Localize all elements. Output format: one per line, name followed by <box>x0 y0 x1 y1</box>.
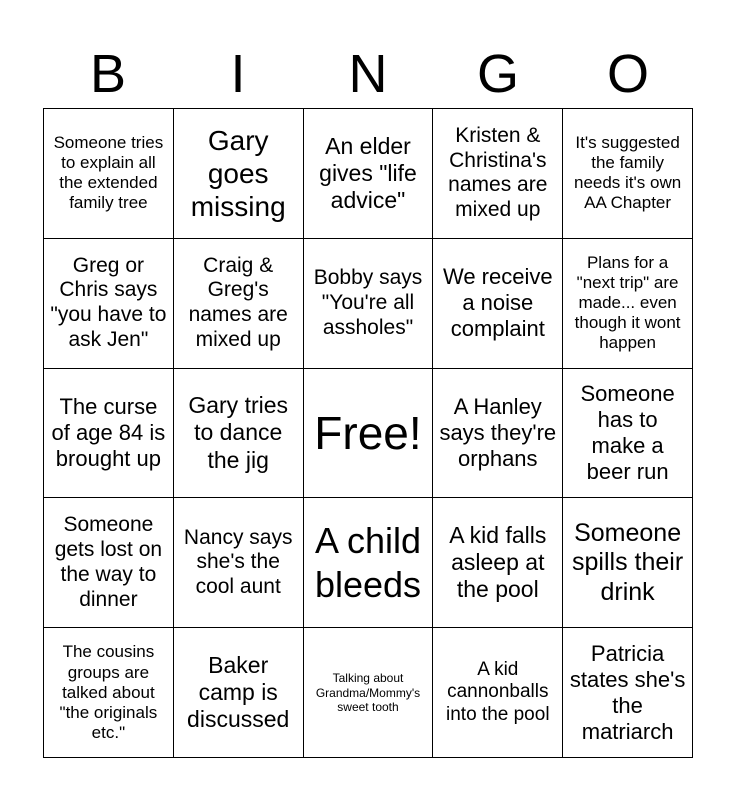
bingo-cell-r1c5[interactable]: It's suggested the family needs it's own AA Chapter <box>563 109 693 239</box>
bingo-cell-r5c4[interactable]: A kid cannonballs into the pool <box>433 628 563 758</box>
bingo-cell-r4c4[interactable]: A kid falls asleep at the pool <box>433 498 563 628</box>
bingo-cell-r4c2[interactable]: Nancy says she's the cool aunt <box>174 498 304 628</box>
bingo-cell-r1c4[interactable]: Kristen & Christina's names are mixed up <box>433 109 563 239</box>
header-letter-o: O <box>606 44 649 104</box>
bingo-cell-r5c1[interactable]: The cousins groups are talked about "the originals etc." <box>44 628 174 758</box>
bingo-cell-r2c3[interactable]: Bobby says "You're all assholes" <box>304 239 434 369</box>
bingo-cell-r1c1[interactable]: Someone tries to explain all the extended family tree <box>44 109 174 239</box>
bingo-cell-r3c1[interactable]: The curse of age 84 is brought up <box>44 369 174 499</box>
bingo-board <box>43 108 693 758</box>
bingo-cell-r2c2[interactable]: Craig & Greg's names are mixed up <box>174 239 304 369</box>
header-letter-b: B <box>89 44 127 104</box>
bingo-cell-r2c5[interactable]: Plans for a "next trip" are made... even though it wont happen <box>563 239 693 369</box>
bingo-cell-r5c2[interactable]: Baker camp is discussed <box>174 628 304 758</box>
bingo-header <box>43 40 693 108</box>
bingo-cell-free[interactable]: Free! <box>304 369 434 499</box>
bingo-cell-r2c4[interactable]: We receive a noise complaint <box>433 239 563 369</box>
header-letter-n: N <box>348 44 388 104</box>
bingo-cell-r1c2[interactable]: Gary goes missing <box>174 109 304 239</box>
bingo-cell-r4c3[interactable]: A child bleeds <box>304 498 434 628</box>
header-letter-i: I <box>230 44 246 104</box>
bingo-cell-r5c3[interactable]: Talking about Grandma/Mommy's sweet tooth <box>304 628 434 758</box>
bingo-cell-r3c2[interactable]: Gary tries to dance the jig <box>174 369 304 499</box>
bingo-cell-r5c5[interactable]: Patricia states she's the matriarch <box>563 628 693 758</box>
bingo-cell-r2c1[interactable]: Greg or Chris says "you have to ask Jen" <box>44 239 174 369</box>
bingo-cell-r1c3[interactable]: An elder gives "life advice" <box>304 109 434 239</box>
bingo-cell-r4c5[interactable]: Someone spills their drink <box>563 498 693 628</box>
header-letter-g: G <box>476 44 519 104</box>
bingo-cell-r3c5[interactable]: Someone has to make a beer run <box>563 369 693 499</box>
bingo-cell-r3c4[interactable]: A Hanley says they're orphans <box>433 369 563 499</box>
bingo-cell-r4c1[interactable]: Someone gets lost on the way to dinner <box>44 498 174 628</box>
